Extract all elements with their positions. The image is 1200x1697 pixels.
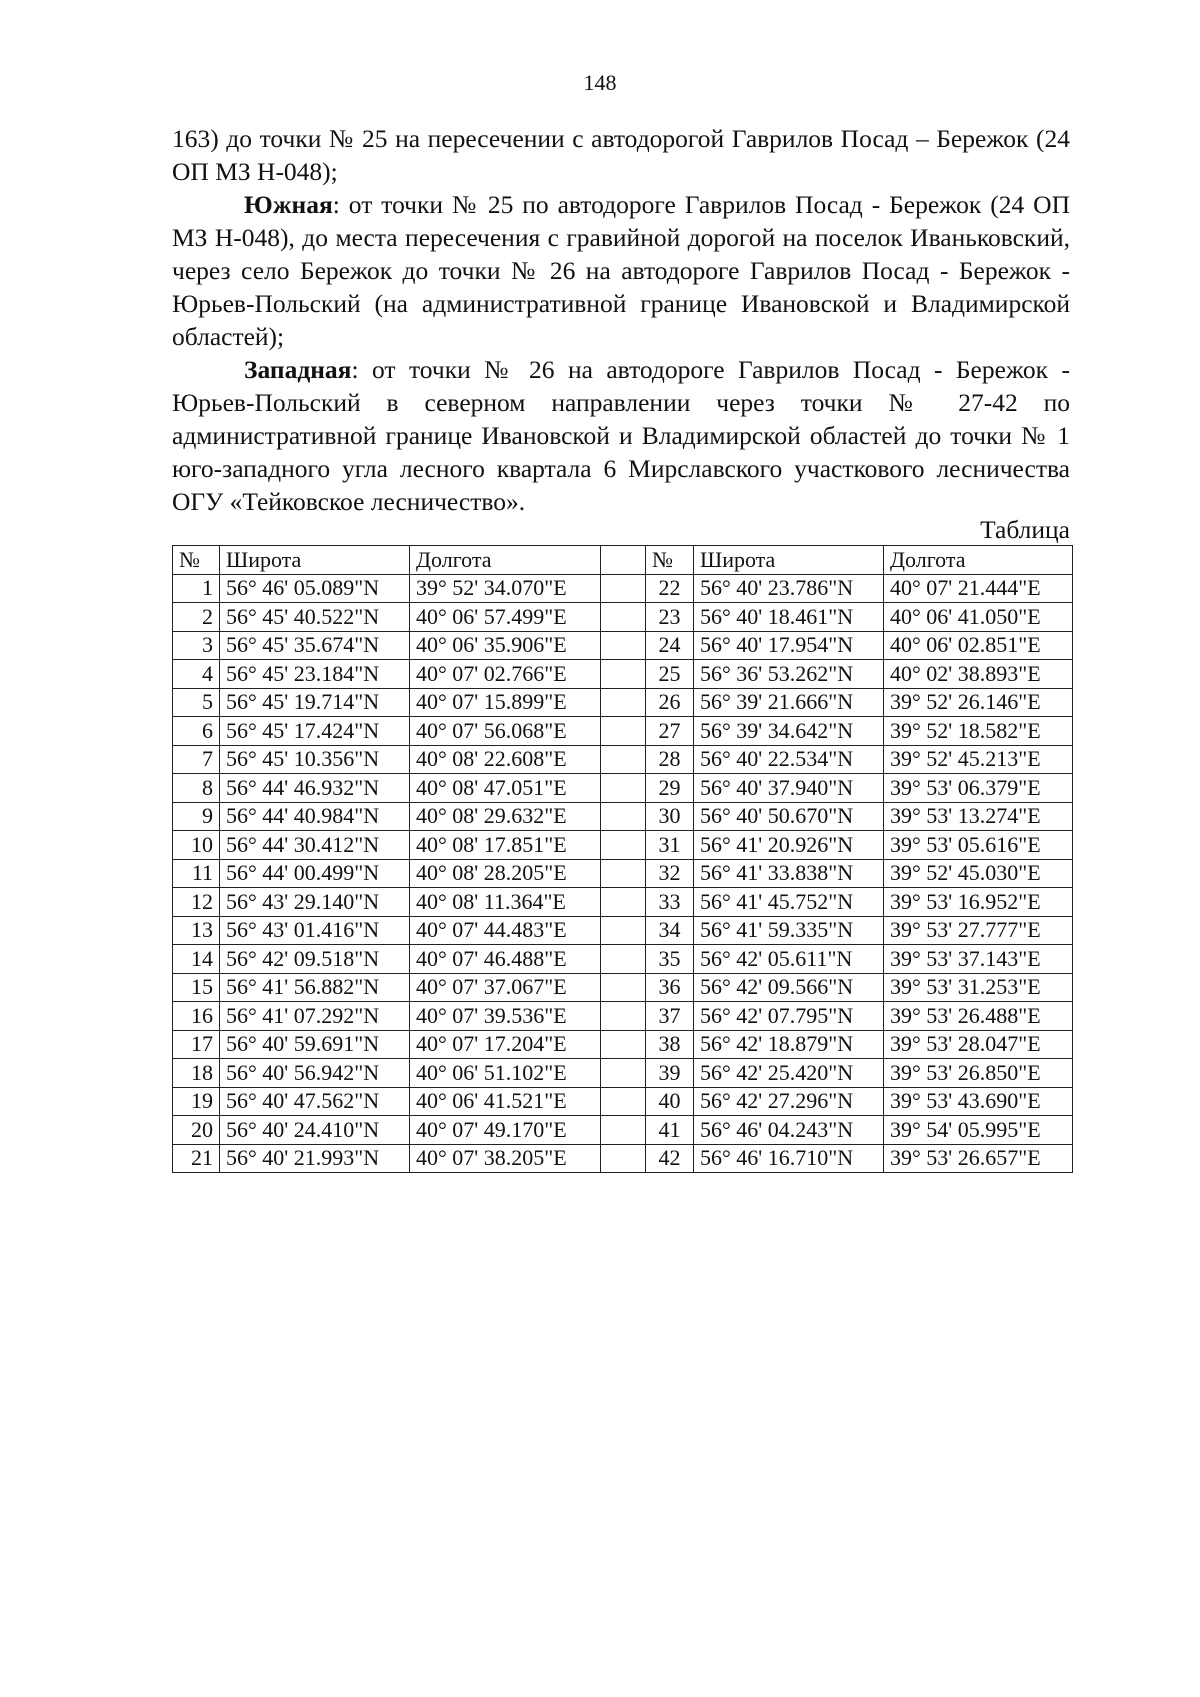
latitude-cell: 56° 41' 07.292"N: [220, 1002, 410, 1031]
longitude-cell: 39° 54' 05.995"E: [884, 1116, 1073, 1145]
latitude-cell: 56° 45' 19.714"N: [220, 688, 410, 717]
table-row: [173, 688, 1073, 717]
latitude-cell: 56° 40' 50.670"N: [694, 802, 884, 831]
longitude-cell: 40° 06' 41.050"E: [884, 603, 1073, 632]
latitude-cell: 56° 45' 40.522"N: [220, 603, 410, 632]
latitude-cell: 56° 45' 23.184"N: [220, 660, 410, 689]
table-row: [173, 574, 1073, 603]
point-number: 25: [646, 660, 694, 689]
latitude-cell: 56° 42' 09.518"N: [220, 945, 410, 974]
point-number: 31: [646, 831, 694, 860]
point-number: 36: [646, 973, 694, 1002]
point-number: 7: [173, 745, 220, 774]
table-gap-cell: [601, 1087, 646, 1116]
point-number: 1: [173, 574, 220, 603]
longitude-cell: 40° 07' 44.483"E: [410, 916, 601, 945]
table-gap-cell: [601, 802, 646, 831]
longitude-cell: 39° 53' 06.379"E: [884, 774, 1073, 803]
header-latitude: Широта: [694, 546, 884, 575]
latitude-cell: 56° 40' 47.562"N: [220, 1087, 410, 1116]
longitude-cell: 40° 07' 21.444"E: [884, 574, 1073, 603]
table-gap-cell: [601, 745, 646, 774]
longitude-cell: 40° 07' 02.766"E: [410, 660, 601, 689]
longitude-cell: 40° 07' 17.204"E: [410, 1030, 601, 1059]
table-gap-cell: [601, 945, 646, 974]
latitude-cell: 56° 40' 18.461"N: [694, 603, 884, 632]
longitude-cell: 40° 06' 57.499"E: [410, 603, 601, 632]
latitude-cell: 56° 42' 09.566"N: [694, 973, 884, 1002]
point-number: 15: [173, 973, 220, 1002]
point-number: 4: [173, 660, 220, 689]
table-caption: Таблица: [980, 515, 1070, 544]
table-gap-cell: [601, 1030, 646, 1059]
latitude-cell: 56° 40' 37.940"N: [694, 774, 884, 803]
table-row: [173, 1030, 1073, 1059]
point-number: 30: [646, 802, 694, 831]
latitude-cell: 56° 45' 17.424"N: [220, 717, 410, 746]
longitude-cell: 40° 06' 41.521"E: [410, 1087, 601, 1116]
latitude-cell: 56° 39' 34.642"N: [694, 717, 884, 746]
body-text: [172, 122, 1070, 518]
south-text: : от точки № 25 по автодороге Гаврилов Посад - Бережок (24 ОП МЗ Н-048), до места пересечения с гравийной дорогой на поселок Иваньковский, через село Бережок до точки № 26 на автодороге Гаврилов Посад - Бережок - Юрьев-Польский (на административной границе Ивановской и Владимирской областей);: [172, 190, 1070, 351]
longitude-cell: 40° 07' 38.205"E: [410, 1144, 601, 1173]
point-number: 16: [173, 1002, 220, 1031]
table-row: [173, 888, 1073, 917]
point-number: 24: [646, 631, 694, 660]
latitude-cell: 56° 41' 56.882"N: [220, 973, 410, 1002]
point-number: 19: [173, 1087, 220, 1116]
latitude-cell: 56° 40' 17.954"N: [694, 631, 884, 660]
latitude-cell: 56° 40' 22.534"N: [694, 745, 884, 774]
point-number: 32: [646, 859, 694, 888]
point-number: 27: [646, 717, 694, 746]
table-gap-cell: [601, 660, 646, 689]
longitude-cell: 39° 53' 43.690"E: [884, 1087, 1073, 1116]
latitude-cell: 56° 42' 18.879"N: [694, 1030, 884, 1059]
latitude-cell: 56° 40' 56.942"N: [220, 1059, 410, 1088]
header-num: №: [173, 546, 220, 575]
point-number: 29: [646, 774, 694, 803]
longitude-cell: 40° 07' 15.899"E: [410, 688, 601, 717]
point-number: 34: [646, 916, 694, 945]
table-row: [173, 1116, 1073, 1145]
point-number: 8: [173, 774, 220, 803]
longitude-cell: 39° 53' 16.952"E: [884, 888, 1073, 917]
point-number: 2: [173, 603, 220, 632]
table-header-row: [173, 546, 1073, 575]
longitude-cell: 39° 53' 31.253"E: [884, 973, 1073, 1002]
latitude-cell: 56° 45' 10.356"N: [220, 745, 410, 774]
latitude-cell: 56° 44' 30.412"N: [220, 831, 410, 860]
table-gap-cell: [601, 631, 646, 660]
point-number: 22: [646, 574, 694, 603]
coordinates-table: [172, 545, 1073, 1173]
paragraph-south: [172, 188, 1070, 353]
longitude-cell: 39° 52' 26.146"E: [884, 688, 1073, 717]
table-row: [173, 1059, 1073, 1088]
longitude-cell: 40° 08' 22.608"E: [410, 745, 601, 774]
point-number: 17: [173, 1030, 220, 1059]
latitude-cell: 56° 40' 23.786"N: [694, 574, 884, 603]
longitude-cell: 40° 08' 11.364"E: [410, 888, 601, 917]
table-gap-cell: [601, 888, 646, 917]
table-row: [173, 660, 1073, 689]
longitude-cell: 39° 53' 13.274"E: [884, 802, 1073, 831]
header-latitude: Широта: [220, 546, 410, 575]
point-number: 10: [173, 831, 220, 860]
latitude-cell: 56° 42' 27.296"N: [694, 1087, 884, 1116]
table-gap-cell: [601, 774, 646, 803]
table-row: [173, 973, 1073, 1002]
header-longitude: Долгота: [410, 546, 601, 575]
latitude-cell: 56° 42' 07.795"N: [694, 1002, 884, 1031]
latitude-cell: 56° 39' 21.666"N: [694, 688, 884, 717]
header-longitude: Долгота: [884, 546, 1073, 575]
latitude-cell: 56° 43' 29.140"N: [220, 888, 410, 917]
point-number: 3: [173, 631, 220, 660]
table-gap-cell: [601, 831, 646, 860]
point-number: 33: [646, 888, 694, 917]
point-number: 38: [646, 1030, 694, 1059]
longitude-cell: 40° 07' 37.067"E: [410, 973, 601, 1002]
table-row: [173, 745, 1073, 774]
longitude-cell: 40° 06' 02.851"E: [884, 631, 1073, 660]
longitude-cell: 39° 53' 37.143"E: [884, 945, 1073, 974]
longitude-cell: 40° 07' 39.536"E: [410, 1002, 601, 1031]
latitude-cell: 56° 43' 01.416"N: [220, 916, 410, 945]
paragraph-west: [172, 353, 1070, 518]
point-number: 13: [173, 916, 220, 945]
latitude-cell: 56° 41' 20.926"N: [694, 831, 884, 860]
latitude-cell: 56° 40' 24.410"N: [220, 1116, 410, 1145]
table-body: [173, 574, 1073, 1173]
table-row: [173, 774, 1073, 803]
header-num: №: [646, 546, 694, 575]
latitude-cell: 56° 40' 59.691"N: [220, 1030, 410, 1059]
longitude-cell: 39° 52' 18.582"E: [884, 717, 1073, 746]
point-number: 9: [173, 802, 220, 831]
point-number: 5: [173, 688, 220, 717]
latitude-cell: 56° 45' 35.674"N: [220, 631, 410, 660]
longitude-cell: 40° 06' 51.102"E: [410, 1059, 601, 1088]
point-number: 20: [173, 1116, 220, 1145]
latitude-cell: 56° 44' 40.984"N: [220, 802, 410, 831]
longitude-cell: 40° 02' 38.893"E: [884, 660, 1073, 689]
latitude-cell: 56° 41' 33.838"N: [694, 859, 884, 888]
latitude-cell: 56° 42' 05.611"N: [694, 945, 884, 974]
latitude-cell: 56° 46' 04.243"N: [694, 1116, 884, 1145]
table-row: [173, 916, 1073, 945]
point-number: 28: [646, 745, 694, 774]
point-number: 35: [646, 945, 694, 974]
point-number: 37: [646, 1002, 694, 1031]
latitude-cell: 56° 36' 53.262"N: [694, 660, 884, 689]
paragraph-continuation: 163) до точки № 25 на пересечении с автодорогой Гаврилов Посад – Бережок (24 ОП МЗ Н-048);: [172, 124, 1070, 186]
longitude-cell: 39° 53' 27.777"E: [884, 916, 1073, 945]
point-number: 42: [646, 1144, 694, 1173]
longitude-cell: 39° 52' 45.030"E: [884, 859, 1073, 888]
table-row: [173, 603, 1073, 632]
point-number: 14: [173, 945, 220, 974]
south-label: Южная: [244, 190, 333, 219]
table-row: [173, 1144, 1073, 1173]
point-number: 41: [646, 1116, 694, 1145]
table-gap-cell: [601, 973, 646, 1002]
page-number: 148: [583, 70, 617, 95]
latitude-cell: 56° 44' 46.932"N: [220, 774, 410, 803]
point-number: 6: [173, 717, 220, 746]
table-row: [173, 859, 1073, 888]
point-number: 26: [646, 688, 694, 717]
point-number: 40: [646, 1087, 694, 1116]
table-gap-cell: [601, 603, 646, 632]
longitude-cell: 40° 07' 56.068"E: [410, 717, 601, 746]
table-gap-cell: [601, 1144, 646, 1173]
table-gap-cell: [601, 688, 646, 717]
longitude-cell: 40° 08' 47.051"E: [410, 774, 601, 803]
point-number: 21: [173, 1144, 220, 1173]
latitude-cell: 56° 40' 21.993"N: [220, 1144, 410, 1173]
table-row: [173, 945, 1073, 974]
west-label: Западная: [244, 355, 352, 384]
latitude-cell: 56° 46' 05.089"N: [220, 574, 410, 603]
longitude-cell: 40° 08' 29.632"E: [410, 802, 601, 831]
west-text: : от точки № 26 на автодороге Гаврилов Посад - Бережок - Юрьев-Польский в северном направлении через точки № 27-42 по административной границе Ивановской и Владимирской областей до точки № 1 юго-западного угла лесного квартала 6 Мирславского участкового лесничества ОГУ «Тейковское лесничество».: [172, 355, 1070, 516]
table-gap-cell: [601, 1116, 646, 1145]
longitude-cell: 39° 53' 28.047"E: [884, 1030, 1073, 1059]
latitude-cell: 56° 42' 25.420"N: [694, 1059, 884, 1088]
table-row: [173, 1002, 1073, 1031]
table-row: [173, 802, 1073, 831]
table-row: [173, 631, 1073, 660]
table-gap-cell: [601, 1002, 646, 1031]
point-number: 11: [173, 859, 220, 888]
longitude-cell: 39° 53' 26.488"E: [884, 1002, 1073, 1031]
longitude-cell: 40° 08' 17.851"E: [410, 831, 601, 860]
latitude-cell: 56° 46' 16.710"N: [694, 1144, 884, 1173]
longitude-cell: 40° 07' 46.488"E: [410, 945, 601, 974]
table-gap-cell: [601, 859, 646, 888]
table-gap-cell: [601, 574, 646, 603]
latitude-cell: 56° 41' 59.335"N: [694, 916, 884, 945]
longitude-cell: 39° 52' 34.070"E: [410, 574, 601, 603]
longitude-cell: 39° 53' 26.657"E: [884, 1144, 1073, 1173]
latitude-cell: 56° 41' 45.752"N: [694, 888, 884, 917]
point-number: 23: [646, 603, 694, 632]
table-gap-cell: [601, 546, 646, 575]
longitude-cell: 40° 06' 35.906"E: [410, 631, 601, 660]
point-number: 39: [646, 1059, 694, 1088]
point-number: 12: [173, 888, 220, 917]
longitude-cell: 39° 52' 45.213"E: [884, 745, 1073, 774]
latitude-cell: 56° 44' 00.499"N: [220, 859, 410, 888]
point-number: 18: [173, 1059, 220, 1088]
longitude-cell: 39° 53' 26.850"E: [884, 1059, 1073, 1088]
table-row: [173, 831, 1073, 860]
table-gap-cell: [601, 717, 646, 746]
table-row: [173, 1087, 1073, 1116]
table-gap-cell: [601, 1059, 646, 1088]
longitude-cell: 39° 53' 05.616"E: [884, 831, 1073, 860]
longitude-cell: 40° 08' 28.205"E: [410, 859, 601, 888]
table-row: [173, 717, 1073, 746]
table-gap-cell: [601, 916, 646, 945]
longitude-cell: 40° 07' 49.170"E: [410, 1116, 601, 1145]
